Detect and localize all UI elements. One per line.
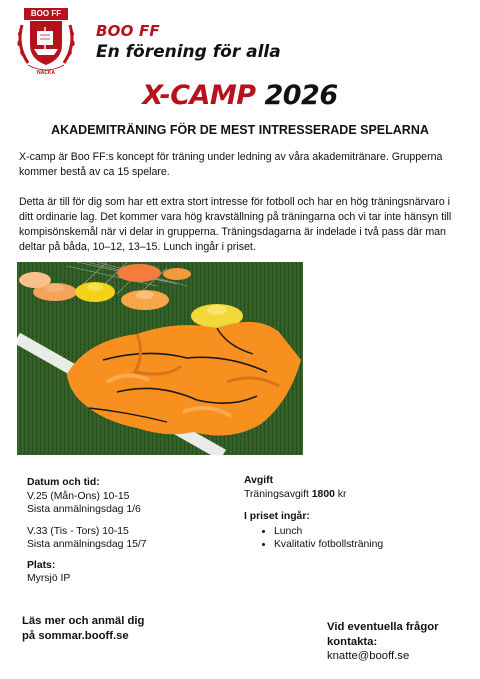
contact-line-1: Vid eventuella frågor	[327, 621, 439, 633]
place-value: Myrsjö IP	[27, 573, 71, 584]
signup-info	[22, 614, 144, 644]
date-label: Datum och tid:	[27, 477, 100, 488]
intro-paragraph: X-camp är Boo FF:s koncept för träning under ledning av våra akademitränare. Grupperna kommer bestå av ca 15 spelare.	[19, 151, 443, 178]
contact-line-2: kontakta:	[327, 635, 378, 648]
fee-text: Träningsavgift	[244, 488, 309, 500]
fee-label: Avgift	[244, 475, 274, 486]
signup-link[interactable]: på sommar.booff.se	[22, 630, 129, 642]
club-name: BOO FF	[96, 22, 160, 40]
included-item-lunch: • Lunch	[274, 525, 383, 539]
included-label: I priset ingår:	[244, 511, 310, 522]
title-camp: X-CAMP	[142, 80, 256, 111]
included-list	[244, 525, 383, 552]
place-label: Plats:	[27, 559, 56, 571]
training-photo	[17, 262, 303, 455]
week-25-time: V.25 (Mån-Ons) 10-15	[27, 490, 130, 502]
week-33-time: V.33 (Tis - Tors) 10-15	[27, 525, 129, 537]
contact-email[interactable]: knatte@booff.se	[327, 650, 410, 662]
title-year: 2026	[264, 80, 338, 111]
fee-line	[244, 488, 383, 502]
page-title	[0, 80, 480, 111]
signup-line-1: Läs mer och anmäl dig	[22, 615, 145, 627]
club-logo	[14, 5, 78, 79]
logo-subtext: NACKA	[36, 70, 56, 76]
fee-currency: kr	[337, 488, 347, 500]
contact-info	[327, 620, 439, 664]
week-33-deadline: Sista anmälningsdag 15/7	[27, 539, 147, 550]
fee-column	[244, 474, 383, 552]
details-column	[27, 476, 147, 586]
headline: AKADEMITRÄNING FÖR DE MEST INTRESSERADE SPELARNA	[51, 123, 429, 137]
included-item-training: • Kvalitativ fotbollsträning	[274, 538, 383, 552]
slogan: En förening för alla	[96, 42, 281, 62]
description-paragraph: Detta är till för dig som har ett extra stort intresse för fotboll och har en hög träningsnärvaro i ditt ordinarie lag. Det kommer vara hög kravställning på träningarna och vi tar inte hänsyn till kompisönskemål när vi delar in grupperna. Träningsdagarna är indelade i två pass där man deltar på båda, 10–12, 13–15. Lunch ingår i priset.	[19, 196, 452, 253]
fee-amount: 1800	[311, 488, 335, 500]
logo-text: BOO FF	[30, 9, 62, 18]
week-25-deadline: Sista anmälningsdag 1/6	[27, 504, 141, 515]
